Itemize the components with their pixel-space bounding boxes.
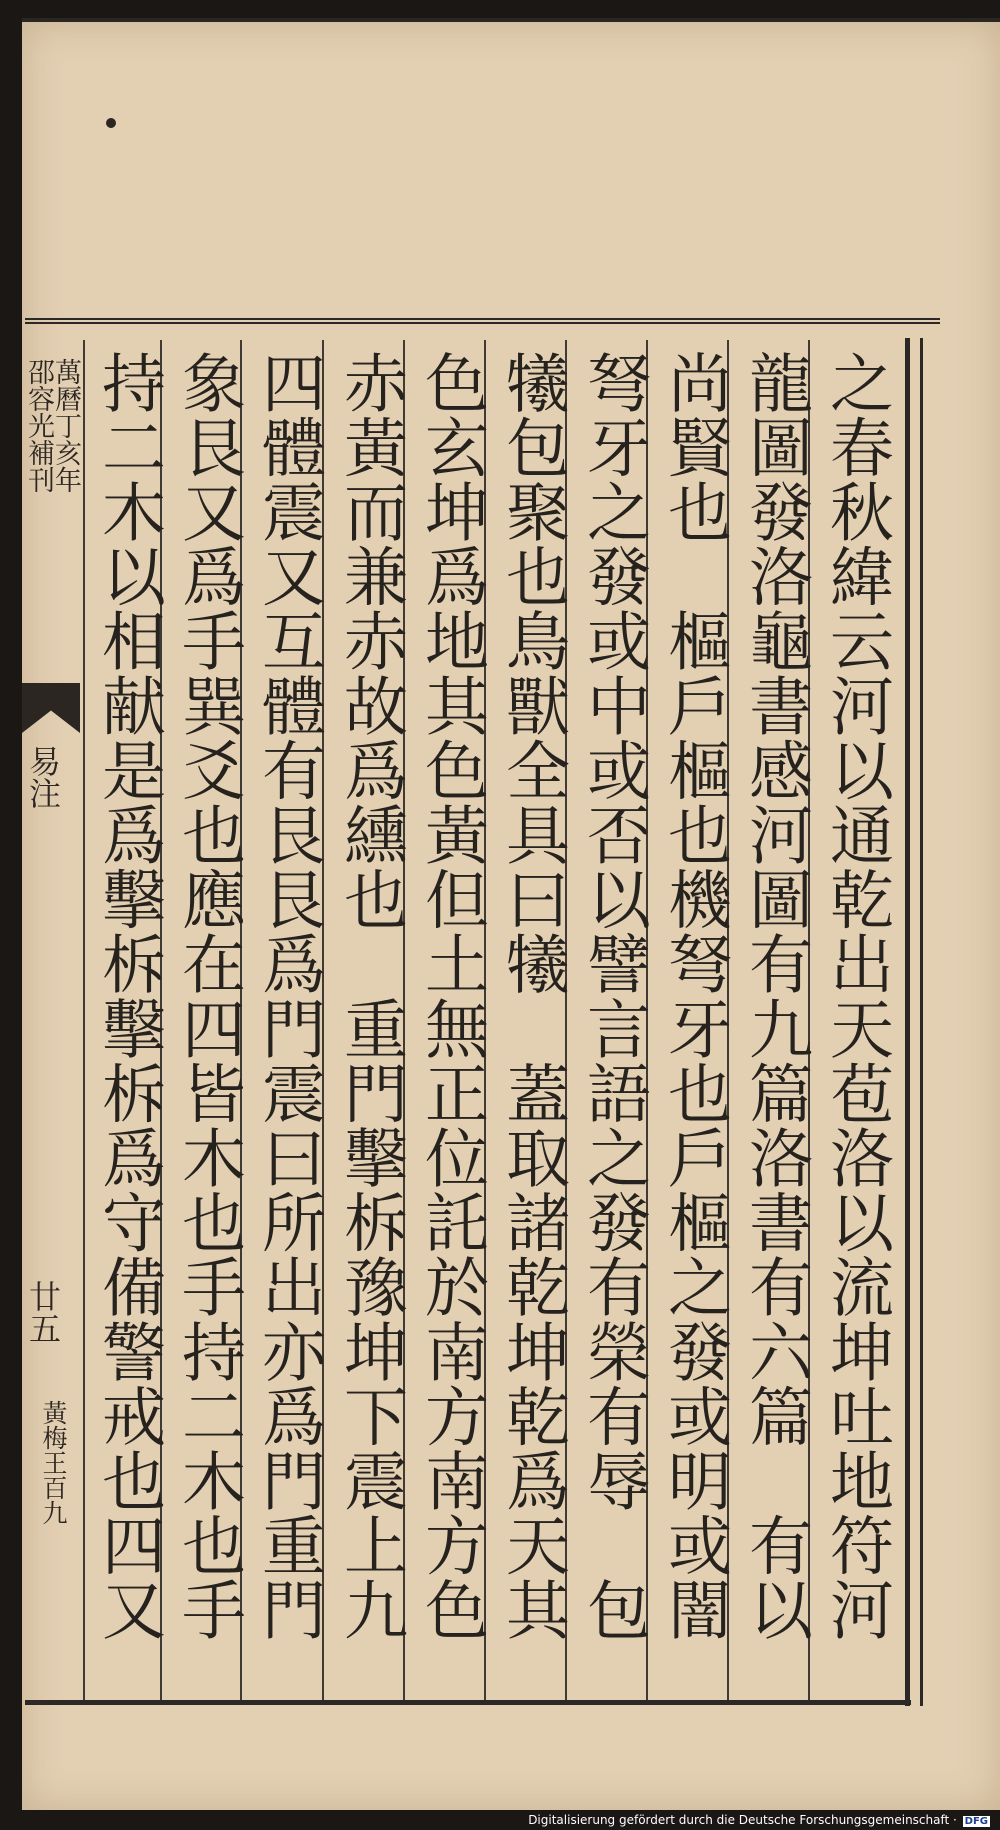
text-column: 赤黃而兼赤故爲纁也 重門擊柝豫坤下震上九: [333, 350, 407, 1642]
text-column: 持二木以相献是爲擊柝擊柝爲守備警戒也四又: [91, 350, 165, 1642]
block-frame-top: [25, 318, 940, 324]
leaf-number: 廿五: [24, 1280, 62, 1344]
text-column: 尚賢也 樞戶樞也機弩牙也戶樞之發或明或闇: [657, 350, 731, 1642]
text-column: 象艮又爲手巽爻也應在四皆木也手持二木也手: [171, 350, 245, 1642]
ink-dot: [106, 118, 116, 128]
credit-text: Digitalisierung gefördert durch die Deutsche Forschungsgemeinschaft ·: [528, 1813, 957, 1827]
text-column: 龍圖發洛龜書感河圖有九篇洛書有六篇 有以: [738, 350, 812, 1642]
text-column: 犧包聚也鳥獸全具曰犧 蓋取諸乾坤乾爲天其: [495, 350, 569, 1642]
text-column: 弩牙之發或中或否以譬言語之發有榮有辱 包: [576, 350, 650, 1642]
print-date: 萬曆丁亥年: [50, 358, 81, 493]
text-column: 四體震又互體有艮艮爲門震曰所出亦爲門重門: [251, 350, 325, 1642]
block-frame-right: [905, 338, 923, 1706]
column-rule: [83, 340, 85, 1700]
digitization-credit: [528, 1813, 990, 1827]
carver-name: 黃梅王百九: [39, 1400, 68, 1525]
recarver-note: 邵容光補刊: [23, 358, 54, 493]
dfg-logo: DFG: [964, 1816, 988, 1827]
block-frame-bottom: [25, 1700, 911, 1705]
text-column: 之春秋緯云河以通乾出天苞洛以流坤吐地符河: [819, 350, 893, 1642]
text-column: 色玄坤爲地其色黃但土無正位託於南方南方色: [414, 350, 488, 1642]
section-title: 易注: [24, 745, 62, 809]
